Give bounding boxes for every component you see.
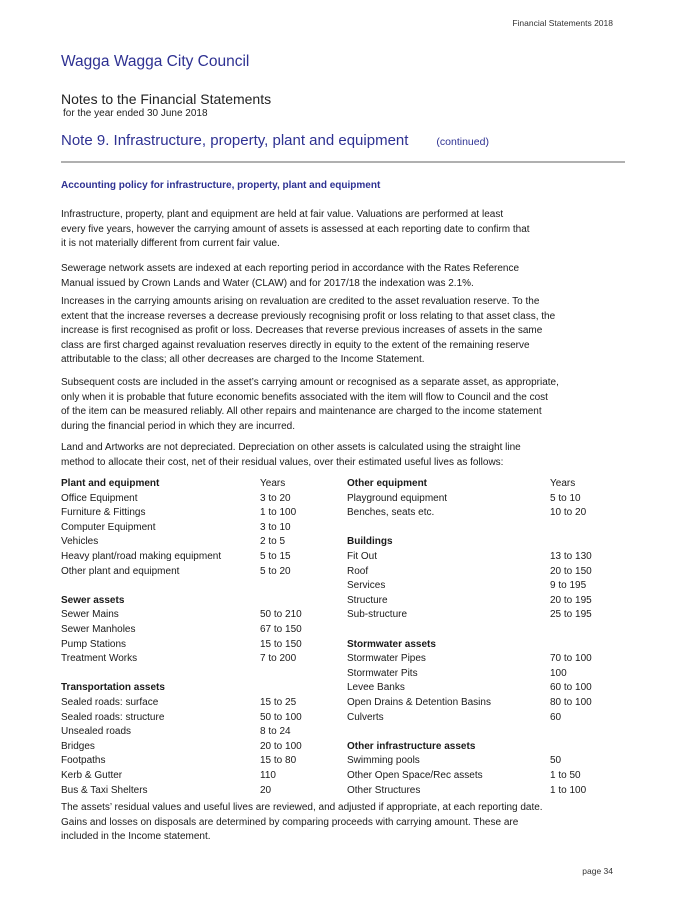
useful-life-years: 20 to 195 — [550, 594, 592, 606]
useful-life-years: 50 to 210 — [260, 609, 302, 621]
paragraph-line: Subsequent costs are included in the asset’s carrying amount or recognised as a separate asset, as appropriate, — [61, 377, 559, 388]
useful-life-years: 5 to 20 — [260, 565, 291, 577]
useful-life-years: 2 to 5 — [260, 536, 286, 548]
useful-life-years: 8 to 24 — [260, 726, 291, 738]
paragraph-line: it is not materially different from current fair value. — [61, 238, 280, 249]
paragraph-line: extent that the increase reverses a decrease previously recognising profit or loss relating to that asset class, the — [61, 310, 556, 322]
paragraph-line: method to allocate their cost, net of their residual values, over their estimated useful lives as follows: — [61, 456, 504, 468]
asset-label: Stormwater assets — [347, 638, 436, 650]
paragraph-fair-value — [61, 208, 631, 252]
useful-life-years: 7 to 200 — [260, 653, 297, 665]
asset-label: Plant and equipment — [61, 478, 160, 489]
asset-label: Roof — [347, 565, 369, 577]
asset-label: Open Drains & Detention Basins — [347, 697, 491, 708]
useful-life-years: 5 to 10 — [550, 492, 581, 504]
asset-label: Sealed roads: structure — [61, 711, 165, 723]
useful-life-years: 3 to 10 — [260, 521, 291, 533]
useful-life-years: 70 to 100 — [550, 653, 592, 665]
useful-life-years: 1 to 100 — [550, 784, 587, 796]
policy-heading: Accounting policy for infrastructure, property, plant and equipment — [61, 180, 381, 191]
notes-title: Notes to the Financial Statements — [61, 91, 272, 107]
note-heading-text: Note 9. Infrastructure, property, plant and equipment — [61, 132, 409, 149]
useful-life-years: 13 to 130 — [550, 551, 592, 562]
asset-label: Services — [347, 580, 386, 592]
asset-label: Sewer assets — [61, 594, 125, 606]
useful-life-years: 25 to 195 — [550, 609, 592, 621]
asset-label: Other Open Space/Rec assets — [347, 770, 483, 781]
paragraph-line: included in the Income statement. — [61, 831, 211, 842]
useful-life-years: 15 to 150 — [260, 638, 302, 650]
asset-label: Footpaths — [61, 755, 106, 767]
header-report-title: Financial Statements 2018 — [512, 18, 613, 28]
useful-life-years: 15 to 25 — [260, 697, 297, 708]
asset-label: Sealed roads: surface — [61, 697, 159, 708]
asset-label: Playground equipment — [347, 492, 448, 504]
asset-label: Buildings — [347, 536, 393, 548]
paragraph-depreciation — [61, 441, 631, 470]
paragraph-residual-values — [61, 801, 631, 845]
asset-label: Stormwater Pipes — [347, 653, 426, 665]
asset-label: Computer Equipment — [61, 521, 156, 533]
paragraph-line: during the financial period in which they are incurred. — [61, 420, 296, 432]
paragraph-line: increase is first recognised as profit or loss. Decreases that reverse previous increases of assets in the same — [61, 325, 543, 336]
paragraph-line: class are first charged against revaluation reserves directly in equity to the extent of the remaining reserve — [61, 339, 530, 351]
asset-label: Unsealed roads — [61, 726, 132, 738]
asset-label: Benches, seats etc. — [347, 507, 435, 519]
useful-life-years: Years — [550, 478, 576, 489]
asset-label: Other infrastructure assets — [347, 740, 476, 752]
asset-label: Other Structures — [347, 784, 421, 796]
asset-label: Pump Stations — [61, 638, 127, 650]
useful-life-years: 1 to 100 — [260, 507, 297, 519]
asset-label: Structure — [347, 594, 388, 606]
paragraph-line: Sewerage network assets are indexed at each reporting period in accordance with the Rates Reference — [61, 263, 520, 274]
useful-life-years: 50 — [550, 755, 562, 767]
useful-life-years: 15 to 80 — [260, 755, 297, 767]
page-number: page 34 — [582, 866, 613, 876]
useful-life-years: 67 to 150 — [260, 624, 302, 635]
asset-label: Vehicles — [61, 536, 99, 548]
paragraph-sewerage-indexation — [61, 262, 631, 291]
useful-life-years: 110 — [260, 770, 276, 781]
paragraph-subsequent-costs — [61, 376, 631, 434]
paragraph-line: Infrastructure, property, plant and equipment are held at fair value. Valuations are performed at least — [61, 209, 504, 220]
useful-life-years: 20 to 150 — [550, 565, 592, 577]
asset-label: Heavy plant/road making equipment — [61, 551, 222, 562]
asset-label: Furniture & Fittings — [61, 507, 146, 519]
useful-life-years: 20 to 100 — [260, 740, 302, 752]
useful-life-years: 100 — [550, 667, 567, 679]
useful-life-years: Years — [260, 478, 286, 489]
paragraph-line: Land and Artworks are not depreciated. Depreciation on other assets is calculated using the straight line — [61, 442, 521, 453]
useful-life-years: 10 to 20 — [550, 507, 587, 519]
note-continued-label: (continued) — [436, 136, 489, 148]
useful-life-years: 80 to 100 — [550, 697, 592, 708]
useful-life-years: 60 to 100 — [550, 682, 592, 694]
asset-label: Sewer Mains — [61, 609, 119, 621]
useful-life-years: 3 to 20 — [260, 492, 291, 504]
asset-label: Sewer Manholes — [61, 624, 136, 635]
asset-label: Bridges — [61, 740, 95, 752]
organisation-name: Wagga Wagga City Council — [61, 53, 250, 70]
paragraph-line: The assets’ residual values and useful lives are reviewed, and adjusted if appropriate, at each reporting date. — [61, 802, 543, 813]
asset-label: Other equipment — [347, 478, 428, 489]
asset-label: Treatment Works — [61, 653, 138, 665]
asset-label: Sub-structure — [347, 609, 408, 621]
paragraph-line: attributable to the class; all other decreases are charged to the Income Statement. — [61, 354, 425, 365]
paragraph-line: Manual issued by Crown Lands and Water (CLAW) and for 2017/18 the indexation was 2.1%. — [61, 277, 474, 289]
heading-divider — [61, 161, 625, 163]
paragraph-line: of the item can be measured reliably. All other repairs and maintenance are charged to the income statement — [61, 406, 542, 417]
asset-label: Office Equipment — [61, 492, 138, 504]
asset-label: Levee Banks — [347, 682, 405, 694]
useful-life-years: 50 to 100 — [260, 711, 302, 723]
asset-label: Kerb & Gutter — [61, 770, 123, 781]
paragraph-line: every five years, however the carrying amount of assets is assessed at each reporting date to confirm that — [61, 223, 530, 235]
asset-label: Stormwater Pits — [347, 667, 418, 679]
paragraph-revaluation — [61, 295, 631, 368]
useful-life-years: 60 — [550, 711, 562, 723]
asset-label: Swimming pools — [347, 755, 420, 767]
asset-label: Bus & Taxi Shelters — [61, 784, 148, 796]
paragraph-line: only when it is probable that future economic benefits associated with the item will flow to Council and the cost — [61, 391, 548, 403]
useful-life-years: 5 to 15 — [260, 551, 291, 562]
asset-label: Transportation assets — [61, 682, 165, 694]
useful-life-years: 9 to 195 — [550, 580, 587, 592]
note-heading — [61, 132, 489, 149]
notes-subtitle: for the year ended 30 June 2018 — [63, 108, 208, 119]
asset-label: Other plant and equipment — [61, 565, 180, 577]
asset-label: Culverts — [347, 711, 384, 723]
paragraph-line: Increases in the carrying amounts arising on revaluation are credited to the asset revaluation reserve. To the — [61, 296, 540, 307]
asset-label: Fit Out — [347, 551, 378, 562]
useful-life-years: 20 — [260, 784, 272, 796]
paragraph-line: Gains and losses on disposals are determined by comparing proceeds with carrying amount. These are — [61, 816, 519, 828]
useful-life-years: 1 to 50 — [550, 770, 581, 781]
